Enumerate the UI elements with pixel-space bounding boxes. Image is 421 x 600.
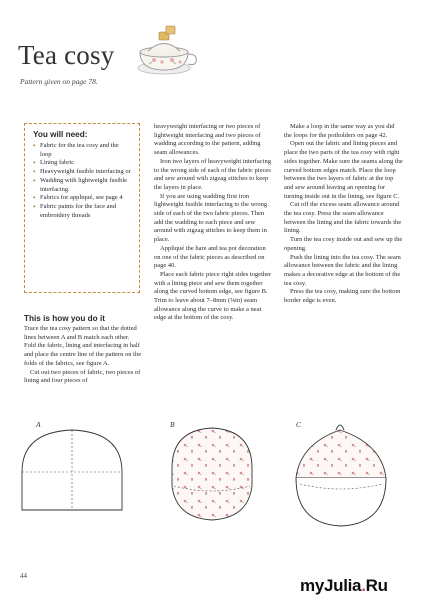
materials-list	[33, 142, 131, 220]
watermark-part2: Ru	[365, 576, 388, 595]
instructions-heading: This is how you do it	[24, 314, 105, 323]
list-item: • Fabric paints for the face and embroidery threads	[33, 203, 131, 220]
paragraph: Turn the tea cosy inside out and sew up the opening.	[284, 236, 403, 252]
paragraph: Trace the tea cosy pattern so that the dotted lines between A and B match each other. Fold the fabric, lining and interfacing in half and place the centre line of the pattern on the folds of the fabrics, see figure A.	[24, 325, 142, 367]
paragraph: If you are using wadding first iron lightweight fusible interfacing to the wrong side of each of the two fabric pieces. Then add the wadding to each piece and sew around with zigzag stitches to keep them in place.	[154, 192, 268, 244]
text-column-2	[154, 123, 272, 323]
paragraph: Open out the fabric and lining pieces and place the two parts of the tea cosy with right sides together. Make sure the seams along the curved bottom edges match. Place the loop between the two layers of fabric at the top and sew around leaving an opening for turning inside out in the lining, see figure C.	[284, 140, 403, 200]
figure-b	[172, 428, 252, 520]
text-column-3	[284, 123, 404, 306]
page-title: Tea cosy	[18, 40, 115, 70]
materials-box	[24, 123, 140, 293]
paragraph: Appliqué the hare and tea pot decoration on one of the fabric pieces as described on page 40.	[154, 244, 266, 270]
figure-a-label: A	[36, 420, 41, 429]
paragraph: Press the tea cosy, making sure the bottom border edge is even.	[284, 288, 401, 305]
pattern-reference: Pattern given on page 78.	[20, 77, 98, 86]
figure-b-label: B	[170, 420, 175, 429]
watermark-dot: .	[361, 576, 366, 595]
list-item: • Wadding with lightweight fusible interfacing	[33, 177, 131, 194]
paragraph: Make a loop in the same way as you did the loops for the potholders on page 42.	[284, 123, 395, 139]
list-item: • Heavyweight fusible interfacing or	[33, 168, 131, 177]
paragraph: heavyweight interfacing or two pieces of lightweight interfacing and two pieces of wadding according to the pattern, adding seam allowances.	[154, 123, 261, 157]
page-number: 44	[20, 572, 27, 580]
paragraph: Iron two layers of heavyweight interfacing to the wrong side of each of the fabric pieces and sew around with zigzag stitches to keep the layers in place.	[154, 157, 272, 191]
paragraph: Place each fabric piece right sides together with a lining piece and sew them together along the curved bottom edge, see figure B. Trim to leave about 7–8mm (⅜in) seam allowance along the curve to make a neat edge at the bottom of the cosy.	[154, 270, 272, 322]
materials-heading: You will need:	[33, 130, 88, 139]
teapot-illustration	[128, 22, 200, 80]
site-watermark	[300, 576, 388, 596]
figures-illustration	[0, 400, 421, 530]
list-item: • Lining fabric	[33, 159, 131, 168]
figure-c-label: C	[296, 420, 302, 429]
paragraph: Cut out two pieces of fabric, two pieces of lining and four pieces of	[24, 368, 141, 385]
figure-a	[22, 430, 122, 510]
watermark-part1: myJulia	[300, 576, 362, 595]
figure-c	[296, 425, 386, 526]
text-column-1	[24, 325, 142, 386]
paragraph: Push the lining into the tea cosy. The seam allowance between the fabric and the lining makes a decorative edge at the bottom of the tea cosy.	[284, 253, 401, 287]
list-item: • Fabrics for appliqué, see page 4	[33, 194, 131, 203]
list-item: • Fabric for the tea cosy and the loop	[33, 142, 131, 159]
paragraph: Cut off the excess seam allowance around the tea cosy. Press the seam allowance between the lining and the fabric towards the lining.	[284, 201, 402, 235]
